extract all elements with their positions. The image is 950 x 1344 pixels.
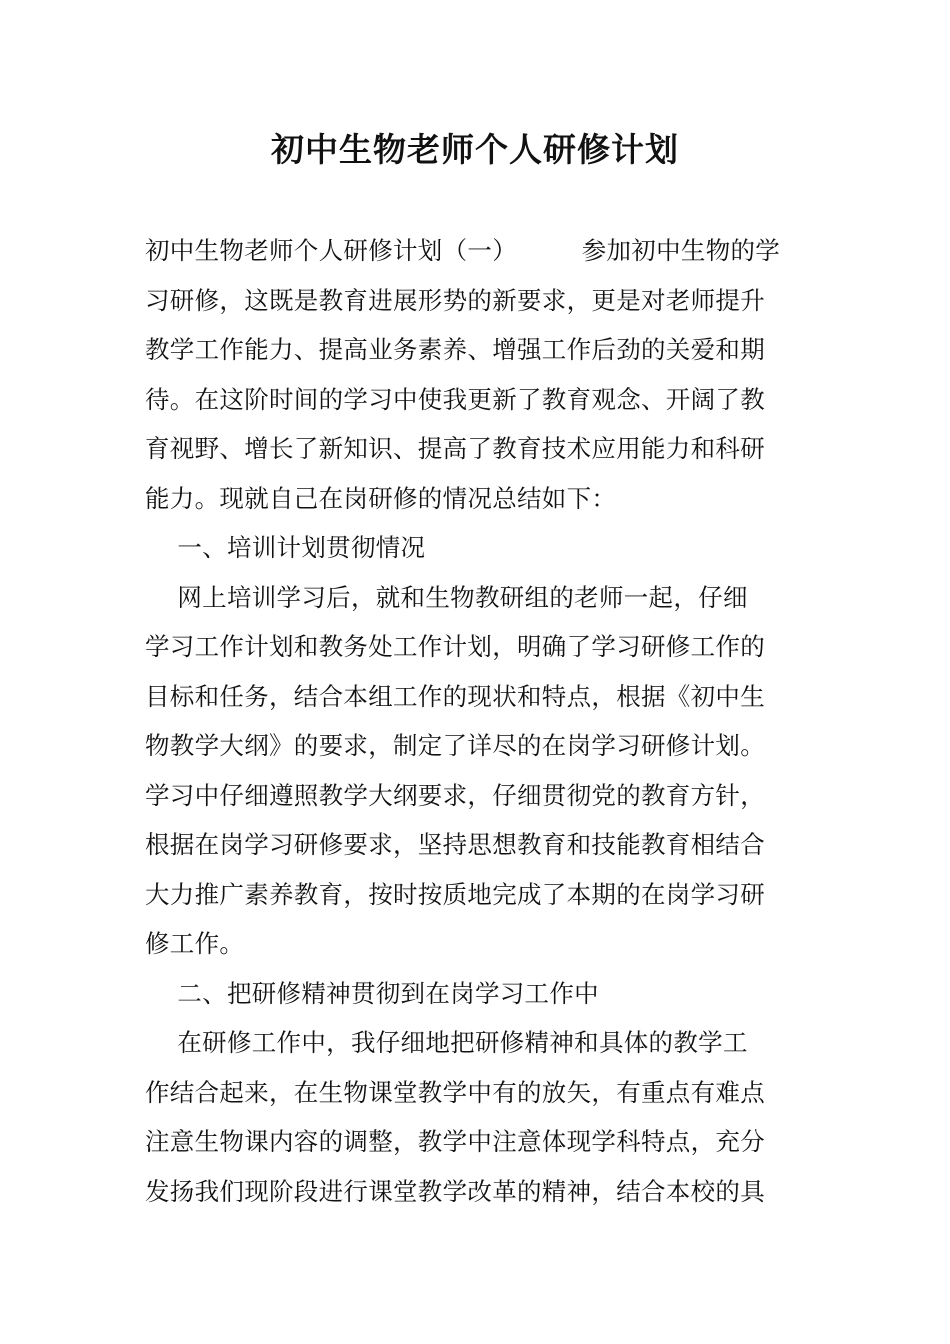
section-heading: 二、把研修精神贯彻到在岗学习工作中 xyxy=(145,978,599,1008)
text-line: 作结合起来，在生物课堂教学中有的放矢，有重点有难点 xyxy=(145,1077,765,1107)
text-line: 网上培训学习后，就和生物教研组的老师一起，仔细 xyxy=(145,582,748,612)
text-line: 目标和任务，结合本组工作的现状和特点，根据《初中生 xyxy=(145,681,765,711)
text-line: 待。在这阶时间的学习中使我更新了教育观念、开阔了教 xyxy=(145,384,765,414)
text-line: 物教学大纲》的要求，制定了详尽的在岗学习研修计划。 xyxy=(145,731,765,760)
document-title: 初中生物老师个人研修计划 xyxy=(271,130,679,169)
document-body xyxy=(145,226,815,1216)
text-line: 修工作。 xyxy=(145,929,245,958)
text-line: 大力推广素养教育，按时按质地完成了本期的在岗学习研 xyxy=(145,879,765,909)
text-line: 能力。现就自己在岗研修的情况总结如下： xyxy=(145,483,617,513)
text-line: 根据在岗学习研修要求，坚持思想教育和技能教育相结合 xyxy=(145,830,765,859)
text-line: 发扬我们现阶段进行课堂教学改革的精神，结合本校的具 xyxy=(145,1176,765,1206)
text-line: 初中生物老师个人研修计划（一） 参加初中生物的学 xyxy=(145,236,781,265)
text-line: 在研修工作中，我仔细地把研修精神和具体的教学工 xyxy=(145,1028,748,1057)
text-line: 教学工作能力、提高业务素养、增强工作后劲的关爱和期 xyxy=(145,335,765,364)
section-heading: 一、培训计划贯彻情况 xyxy=(145,533,426,562)
text-line: 习研修，这既是教育进展形势的新要求，更是对老师提升 xyxy=(145,285,765,315)
text-line: 学习工作计划和教务处工作计划，明确了学习研修工作的 xyxy=(145,632,765,661)
text-line: 学习中仔细遵照教学大纲要求，仔细贯彻党的教育方针， xyxy=(145,780,765,810)
text-line: 育视野、增长了新知识、提高了教育技术应用能力和科研 xyxy=(145,434,765,463)
text-line: 注意生物课内容的调整，教学中注意体现学科特点，充分 xyxy=(145,1127,765,1156)
